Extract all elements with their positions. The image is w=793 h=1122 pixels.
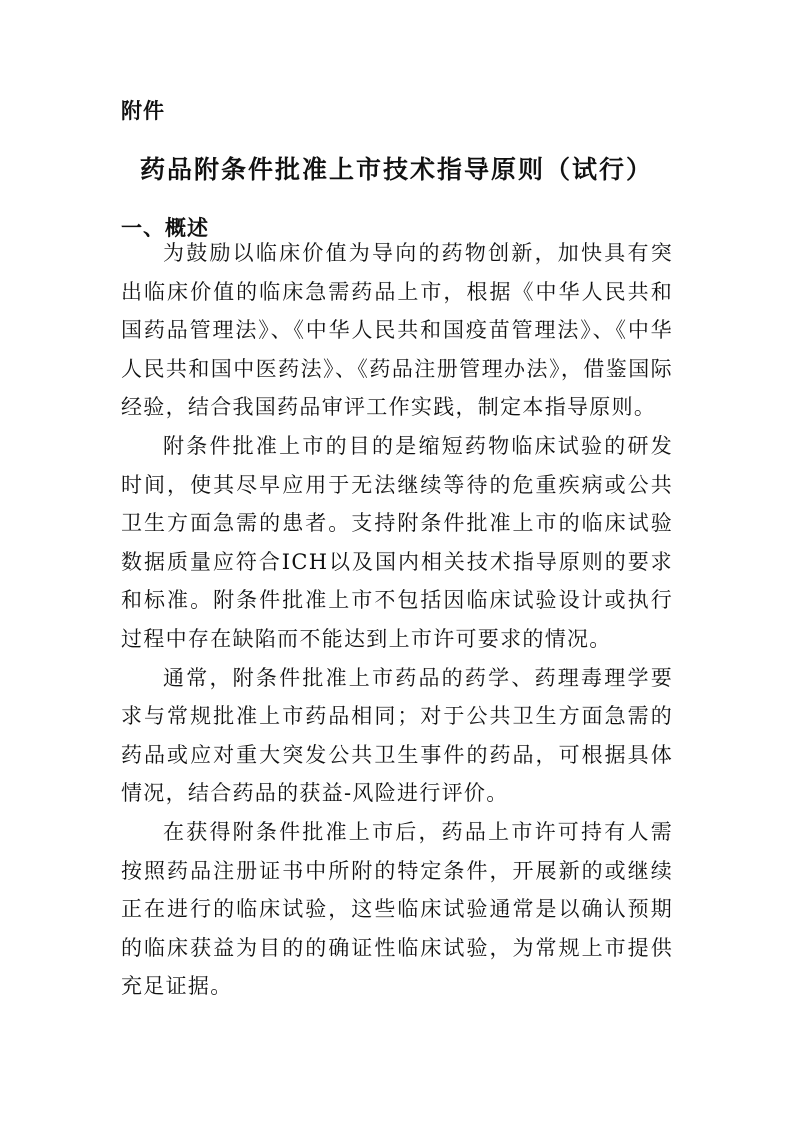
- paragraph-1: 为鼓励以临床价值为导向的药物创新，加快具有突出临床价值的临床急需药品上市，根据《中华人民共和国药品管理法》、《中华人民共和国疫苗管理法》、《中华人民共和国中医药法》、《药品注册管理办法》，借鉴国际经验，结合我国药品审评工作实践，制定本指导原则。: [121, 241, 673, 420]
- section-heading: 一、概述: [121, 216, 209, 240]
- paragraph-2: 附条件批准上市的目的是缩短药物临床试验的研发时间，使其尽早应用于无法继续等待的危重疾病或公共卫生方面急需的患者。支持附条件批准上市的临床试验数据质量应符合ICH以及国内相关技术指导原则的要求和标准。附条件批准上市不包括因临床试验设计或执行过程中存在缺陷而不能达到上市许可要求的情况。: [121, 433, 673, 651]
- paragraph-3: 通常，附条件批准上市药品的药学、药理毒理学要求与常规批准上市药品相同；对于公共卫生方面急需的药品或应对重大突发公共卫生事件的药品，可根据具体情况，结合药品的获益-风险进行评价。: [121, 665, 673, 806]
- document-body: [121, 234, 673, 1006]
- attachment-label: 附件: [121, 99, 165, 123]
- paragraph-4: 在获得附条件批准上市后，药品上市许可持有人需按照药品注册证书中所附的特定条件，开展新的或继续正在进行的临床试验，这些临床试验通常是以确认预期的临床获益为目的的确证性临床试验，为常规上市提供充足证据。: [121, 819, 673, 999]
- document-title: 药品附条件批准上市技术指导原则（试行）: [139, 155, 653, 184]
